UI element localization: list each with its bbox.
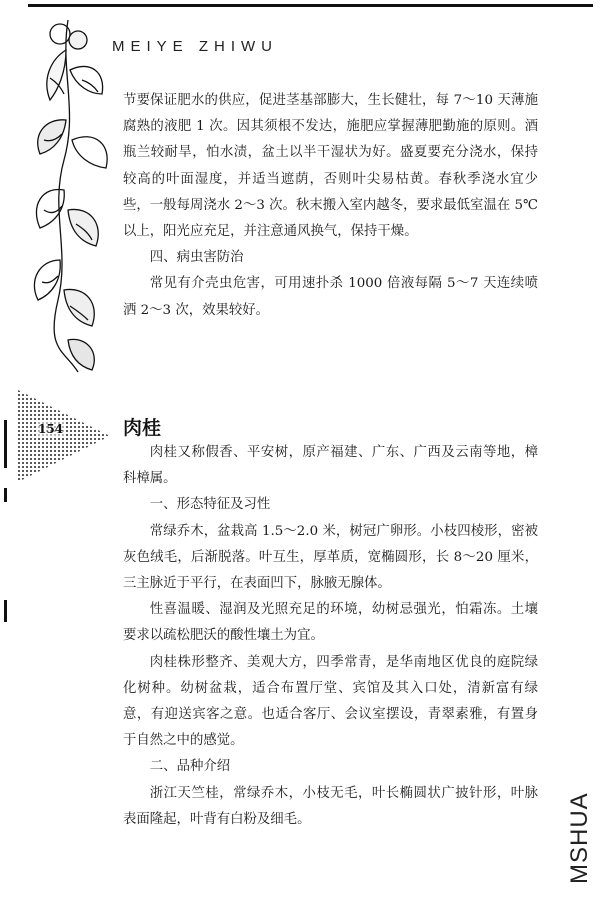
vine-illustration bbox=[20, 10, 120, 380]
subheading: 二、品种介绍 bbox=[149, 759, 231, 775]
paragraph: 性喜温暖、湿润及光照充足的环境，幼树忌强光，怕霜冻。土壤要求以疏松肥沃的酸性壤土为宜。 bbox=[123, 602, 538, 644]
paragraph: 节要保证肥水的供应，促进茎基部膨大，生长健壮，每 7～10 天薄施腐熟的液肥 1 次。因其须根不发达，施肥应掌握薄肥勤施的原则。酒瓶兰较耐旱，怕水渍，盆土以半干湿状为好。盛夏要充分浇水，保持较高的叶面湿度，并适当遮荫，否则叶尖易枯黄。春秋季浇水宜少些，一般每周浇水 2～3 次。秋末搬入室内越冬，要求最低室温在 5℃以上，阳光应充足，并注意通风换气，保持干燥。 bbox=[123, 93, 538, 240]
section-title: 肉桂 bbox=[123, 417, 162, 439]
page-number-ornament bbox=[18, 390, 110, 482]
paragraph: 浙江天竺桂，常绿乔木，小枝无毛，叶长椭圆状广披针形，叶脉表面隆起，叶背有白粉及细毛。 bbox=[123, 785, 538, 827]
margin-mark bbox=[4, 600, 7, 622]
section-body bbox=[123, 440, 538, 833]
continued-text-block bbox=[123, 88, 538, 324]
margin-mark bbox=[4, 420, 7, 468]
running-header: MEIYE ZHIWU bbox=[112, 38, 278, 55]
subheading: 四、病虫害防治 bbox=[149, 250, 244, 266]
top-rule bbox=[28, 4, 593, 7]
watermark: MSHUA bbox=[566, 792, 593, 884]
subheading: 一、形态特征及习性 bbox=[149, 497, 271, 513]
paragraph: 肉桂又称假香、平安树，原产福建、广东、广西及云南等地，樟科樟属。 bbox=[123, 445, 538, 487]
paragraph: 常见有介壳虫危害，可用速扑杀 1000 倍液每隔 5～7 天连续喷洒 2～3 次，效果较好。 bbox=[123, 276, 538, 318]
paragraph: 常绿乔木，盆栽高 1.5～2.0 米，树冠广卵形。小枝四棱形，密被灰色绒毛，后渐脱落。叶互生，厚革质，宽椭圆形，长 8～20 厘米，三主脉近于平行，在表面凹下，脉腋无腺体。 bbox=[123, 523, 538, 592]
margin-mark bbox=[4, 488, 7, 502]
page-number: 154 bbox=[38, 422, 64, 436]
paragraph: 肉桂株形整齐、美观大方，四季常青，是华南地区优良的庭院绿化树种。幼树盆栽，适合布置厅堂、宾馆及其入口处，清新富有绿意，有迎送宾客之意。也适合客厅、会议室摆设，青翠素雅，有置身于自然之中的感觉。 bbox=[123, 654, 538, 749]
